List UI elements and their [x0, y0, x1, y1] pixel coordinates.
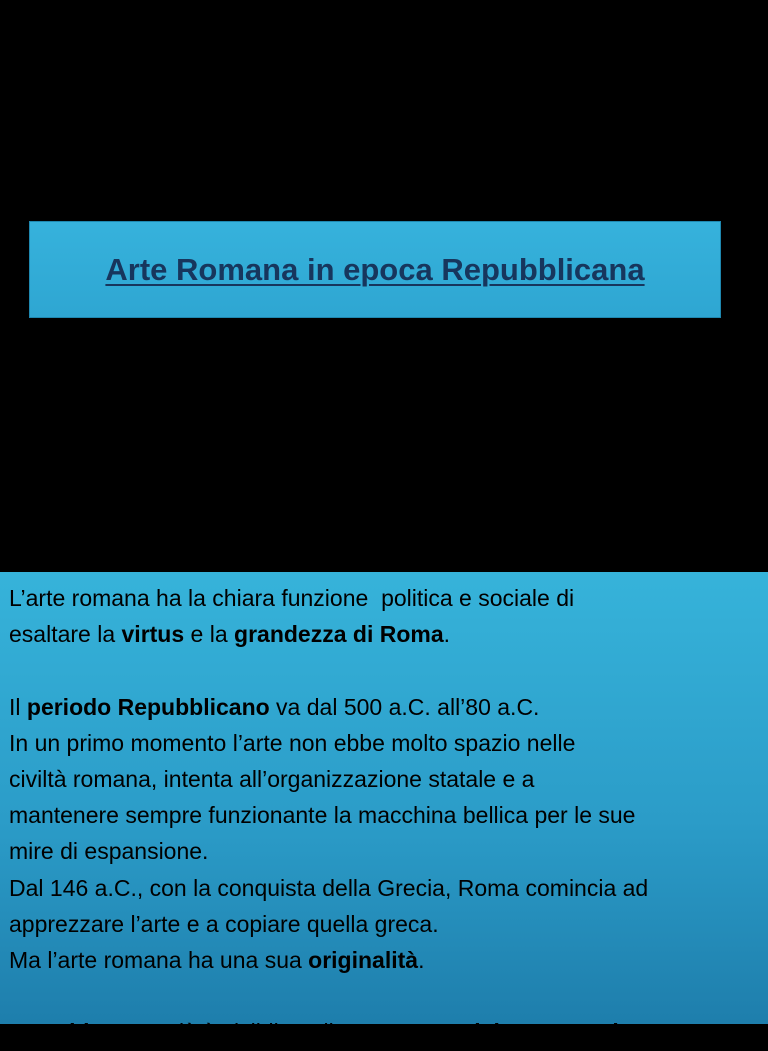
title-box [29, 221, 721, 318]
paragraph-line [9, 761, 761, 797]
paragraph-line [9, 906, 761, 942]
paragraph-line [9, 833, 761, 869]
text-span: mantenere sempre funzionante la macchina bellica per le sue [9, 802, 636, 829]
text-span: mire di espansione. [9, 838, 209, 865]
paragraph-line [9, 1014, 761, 1050]
bold-term: grandezza di Roma [234, 621, 444, 648]
text-span: . [418, 947, 425, 974]
text-span: Dal 146 a.C., con la conquista della Grecia, Roma comincia ad [9, 874, 649, 901]
paragraph-line [9, 689, 761, 725]
paragraph-line [9, 580, 761, 616]
paragraph-line [9, 616, 761, 652]
slide-body [9, 580, 761, 1051]
paragraph-gap [9, 978, 761, 1014]
bold-term: architettura [34, 1019, 162, 1046]
bold-term: periodo Repubblicano [26, 693, 270, 720]
text-span: Il [9, 693, 27, 720]
text-span: . [443, 621, 451, 648]
bold-term: nuove tecniche costruttive: [352, 1019, 652, 1046]
text-span: esaltare la [9, 621, 122, 648]
text-span: va dal 500 a.C. all’80 a.C. [269, 693, 540, 720]
text-span: apprezzare l’arte e a copiare quella greca. [9, 910, 439, 937]
paragraph-line [9, 870, 761, 906]
text-span: e la [184, 621, 235, 648]
content-slide [0, 572, 768, 1046]
text-span: Ma l’arte romana ha una sua [9, 947, 309, 974]
bold-term: originalità [308, 947, 419, 974]
text-span: In [9, 1019, 35, 1046]
slide-title: Arte Romana in epoca Repubblicana [105, 251, 645, 287]
paragraph-gap [9, 652, 761, 688]
paragraph-line [9, 725, 761, 761]
paragraph-line [9, 797, 761, 833]
text-span: civiltà romana, intenta all’organizzazione statale e a [9, 766, 535, 792]
paragraph-line [9, 942, 761, 978]
text-span: L’arte romana ha la chiara funzione politica e sociale di [9, 585, 575, 611]
text-span: In un primo momento l’arte non ebbe molto spazio nelle [9, 729, 576, 756]
bold-term: virtus [121, 621, 185, 648]
text-span: ciò è visibile nelle [161, 1019, 353, 1046]
